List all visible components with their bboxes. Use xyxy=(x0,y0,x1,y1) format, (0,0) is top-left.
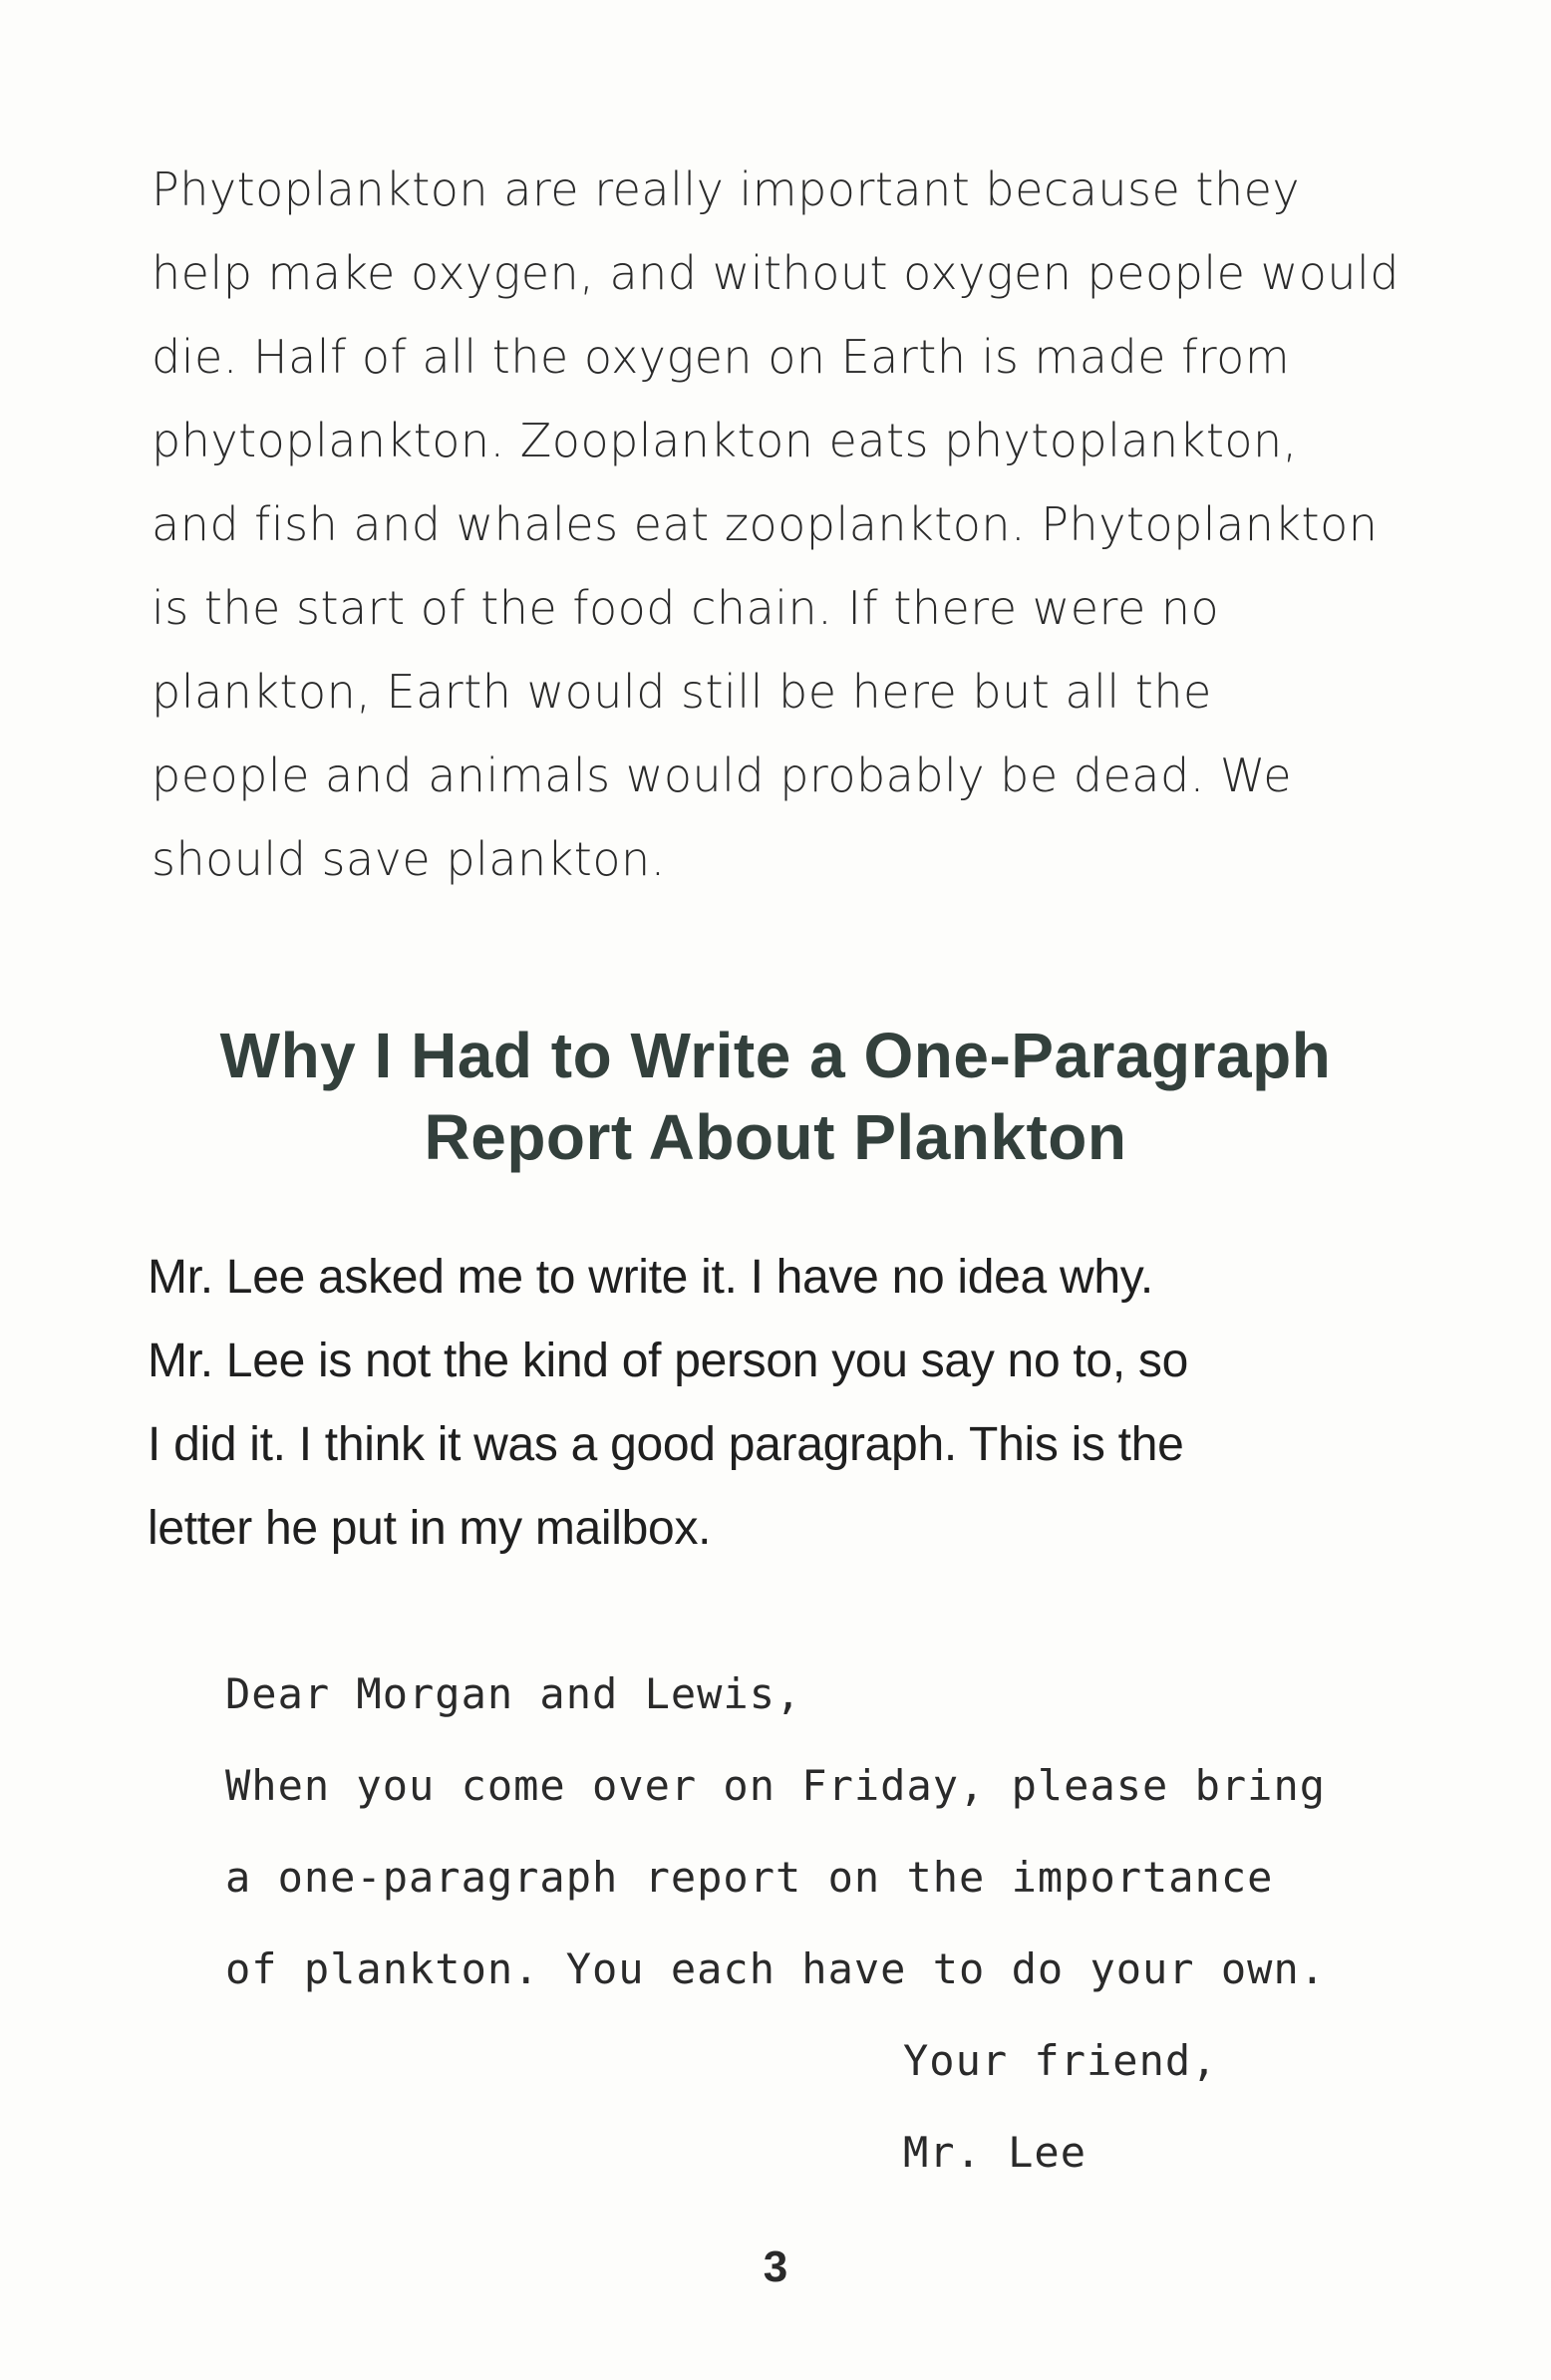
report-line: should save plankton. xyxy=(152,832,666,886)
report-line: help make oxygen, and without oxygen people would xyxy=(152,246,1399,300)
heading-line-1: Why I Had to Write a One-Paragraph xyxy=(219,1020,1332,1091)
page-number: 3 xyxy=(763,2242,788,2291)
report-line: phytoplankton. Zooplankton eats phytoplankton, xyxy=(152,414,1298,467)
heading-line-2: Report About Plankton xyxy=(424,1101,1127,1173)
section-heading xyxy=(0,1015,1551,1178)
narrative-line: I did it. I think it was a good paragraph. This is the xyxy=(148,1418,1184,1471)
report-line: people and animals would probably be dead. We xyxy=(152,748,1293,802)
letter-closing: Your friend, xyxy=(903,2036,1218,2085)
letter-body-line: of plankton. You each have to do your own. xyxy=(225,1944,1327,1993)
report-line: plankton, Earth would still be here but all the xyxy=(152,665,1212,719)
report-line: Phytoplankton are really important because they xyxy=(152,162,1301,216)
plankton-report-paragraph xyxy=(152,148,1427,901)
report-line: die. Half of all the oxygen on Earth is made from xyxy=(152,330,1291,384)
narrative-line: Mr. Lee is not the kind of person you say no to, so xyxy=(148,1335,1188,1387)
letter-body-line: a one-paragraph report on the importance xyxy=(225,1853,1274,1902)
report-line: and fish and whales eat zooplankton. Phytoplankton xyxy=(152,497,1379,551)
handwritten-letter xyxy=(225,1648,1421,2199)
narrative-line: letter he put in my mailbox. xyxy=(148,1502,712,1555)
letter-signature: Mr. Lee xyxy=(903,2128,1087,2177)
narrative-line: Mr. Lee asked me to write it. I have no idea why. xyxy=(148,1251,1153,1304)
letter-body-line: When you come over on Friday, please bring xyxy=(225,1761,1327,1810)
report-line: is the start of the food chain. If there were no xyxy=(152,581,1220,635)
letter-greeting: Dear Morgan and Lewis, xyxy=(225,1669,802,1718)
narrative-paragraph xyxy=(148,1236,1443,1571)
